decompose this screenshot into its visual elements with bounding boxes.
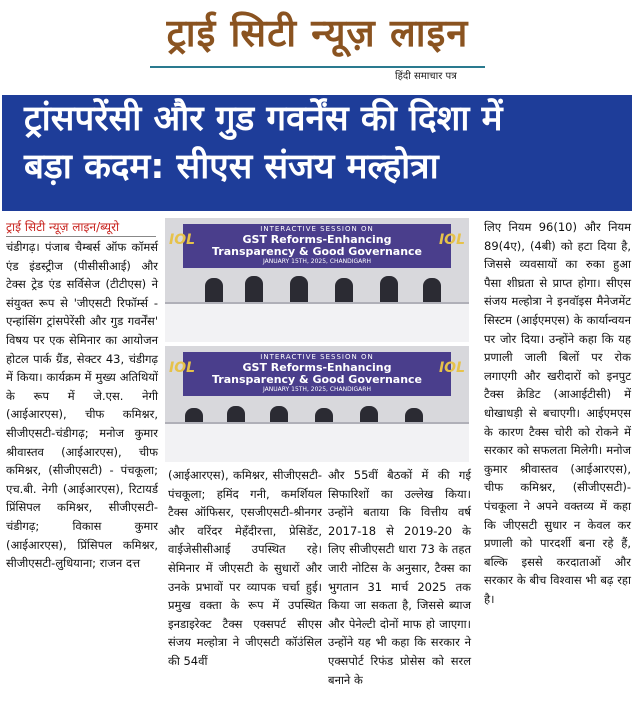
- iol-logo-right: IOL: [438, 360, 465, 376]
- headline-line-2: बड़ा कदम: सीएस संजय मल्होत्रा: [24, 147, 439, 187]
- banner-line-2a: GST Reforms-Enhancing: [242, 233, 392, 246]
- article-column-3: और 55वीं बैठकों में की गई सिफारिशों का उल्लेख किया। उन्होंने बताया कि वित्तीय वर्ष 2017-18 से 2019-20 के लिए सीजीएसटी धारा 73 के तहत जारी नोटिस के अनुसार, टैक्स का भुगतान 31 मार्च 2025 तक किया जा सकता है, जिससे ब्याज और पेनेल्टी दोनों माफ हो जाएगा। उन्होंने यह भी कहा कि सरकार ने एक्सपोर्ट रिफंड प्रोसेस को सरल बनाने के: [328, 468, 471, 687]
- photo-banner: [183, 224, 451, 268]
- iol-logo-right: IOL: [438, 232, 465, 248]
- article-column-2: (आईआरएस), कमिश्नर, सीजीएसटी-पंचकूला; हमिंद गनी, कमर्शियल टैक्स ऑफिसर, एसजीएसटी-श्रीनगर और वरिंदर मेहँदीरत्ता, प्रेसिडेंट, वाईजेसीसीआई उपस्थित रहे। सेमिनार में जीएसटी के सुधारों और उनके प्रभावों पर व्यापक चर्चा हुई। प्रमुख वक्ता के रूप में उपस्थित इनडाइरेक्ट टैक्स एक्सपर्ट सीएस संजय मल्होत्रा ने जीएसटी कॉउंसिल की 54वीं: [168, 468, 322, 668]
- masthead: [0, 0, 635, 86]
- banner-line-2a: GST Reforms-Enhancing: [242, 361, 392, 374]
- head-table: [165, 302, 469, 342]
- newspaper-title: ट्राई सिटी न्यूज़ लाइन: [166, 11, 469, 55]
- iol-logo-left: IOL: [169, 232, 196, 248]
- banner-line-2b: Transparency & Good Governance: [211, 245, 423, 258]
- byline: ट्राई सिटी न्यूज़ लाइन/ब्यूरो: [6, 220, 120, 234]
- event-photo-bottom: [165, 346, 469, 462]
- iol-logo-left: IOL: [169, 360, 196, 376]
- banner-line-1: INTERACTIVE SESSION ON: [260, 353, 374, 361]
- headline-line-1: ट्रांसपरेंसी और गुड गवर्नेंस की दिशा में: [24, 99, 503, 139]
- head-table: [165, 422, 469, 462]
- article-column-4: लिए नियम 96(10) और नियम 89(4ए), (4बी) को हटा दिया है, जिससे व्यवसायों का रुका हुआ पैसा शीघ्रता से प्राप्त होगा। सीएस संजय मल्होत्रा ने इनवॉइस मैनेजमेंट सिस्टम (आईएमएस) के कार्यान्वयन पर जोर दिया। उन्होंने कहा कि यह प्रणाली जाली बिलों पर रोक लगाएगी और खरीदारों को इनपुट टैक्स क्रेडिट (आआईटीसी) में धोखाधड़ी से बचाएगी। आईएमएस के कारण टैक्स चोरी को रोकने में सरकार को सफलता मिलेगी। मनोज कुमार श्रीवास्तव (आईआरएस), चीफ कमिश्नर, (सीजीएसटी)-पंचकूला ने अपने वक्तव्य में कहा कि जीएसटी सुधार न केवल कर प्रणाली को पारदर्शी बना रहे हैं, बल्कि इससे करदाताओं और सरकार के बीच विश्वास भी बढ़ रहा है।: [484, 220, 631, 606]
- byline-rule: [6, 236, 156, 237]
- banner-line-2b: Transparency & Good Governance: [211, 373, 423, 386]
- headline-banner: [2, 95, 632, 211]
- banner-line-1: INTERACTIVE SESSION ON: [260, 225, 374, 233]
- newspaper-subtitle: हिंदी समाचार पत्र: [395, 71, 457, 82]
- photo-banner: [183, 352, 451, 396]
- article-column-1: चंडीगढ़। पंजाब चैम्बर्स ऑफ कॉमर्स एंड इंडस्ट्रीज (पीसीसीआई) और टेक्स ट्रेड एंड सर्विसेज (टीटीएस) ने संयुक्त रूप से 'जीएसटी रिफॉर्म्स - एन्हांसिंग ट्रांसपेरेंसी और गुड गवर्नेंस' विषय पर एक सेमिनार का आयोजन होटल पार्क ग्रैंड, सेक्टर 43, चंडीगढ़ में किया। कार्यक्रम में मुख्य अतिथियों के रूप में जे.एस. नेगी (आईआरएस), चीफ कमिश्नर, सीजीएसटी-चंडीगढ़; मनोज कुमार श्रीवास्तव (आईआरएस), चीफ कमिश्नर, (सीजीएसटी) - पंचकूला; एच.बी. नेगी (आईआरएस), रिटायर्ड प्रिंसिपल कमिश्नर, सीजीएसटी-चंडीगढ़; विकास कुमार (आईआरएस), प्रिंसिपल कमिश्नर, सीजीएसटी-लुधियाना; राजन दत्त: [6, 240, 158, 571]
- event-photo-top: [165, 218, 469, 342]
- banner-line-3: JANUARY 15TH, 2025, CHANDIGARH: [263, 258, 371, 265]
- banner-line-3: JANUARY 15TH, 2025, CHANDIGARH: [263, 386, 371, 393]
